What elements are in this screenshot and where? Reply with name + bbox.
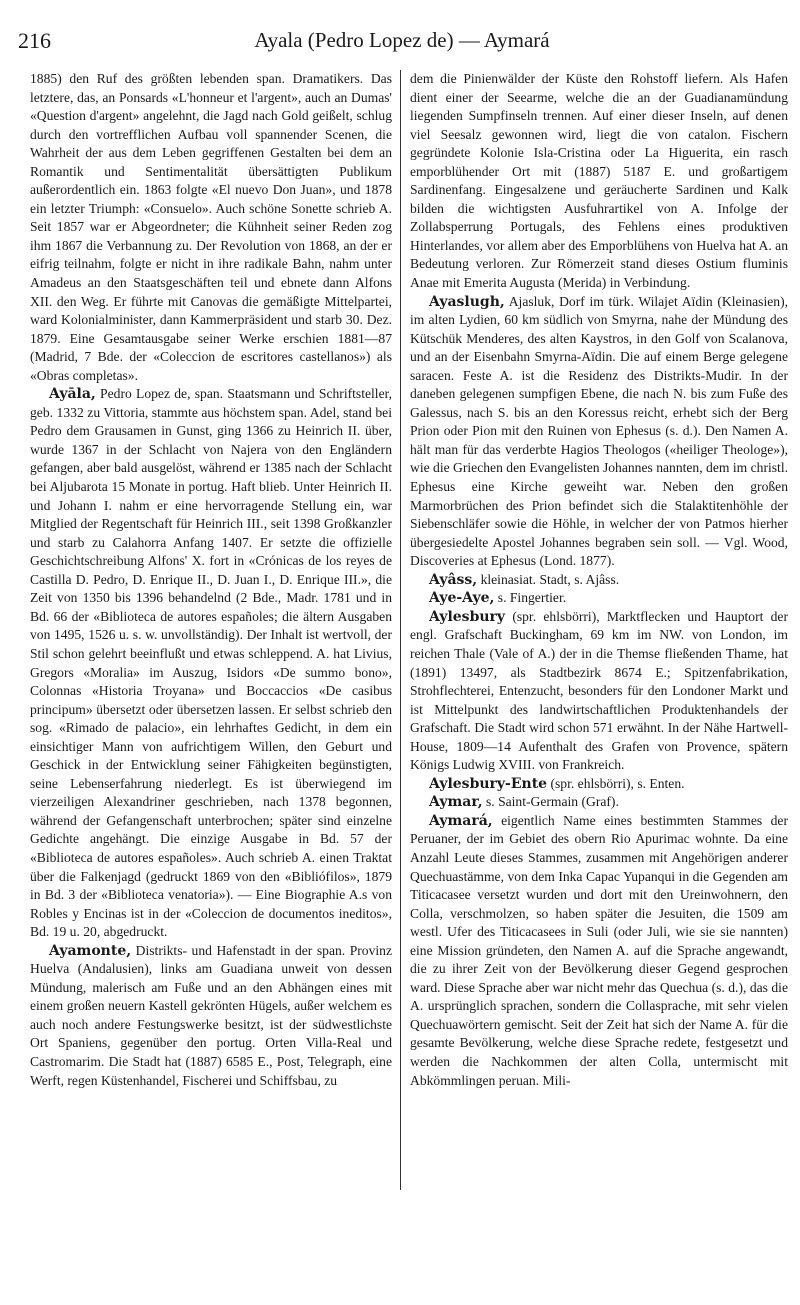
left-column [30,70,392,1090]
entry-headword: Ayaslugh, [429,293,505,310]
entry-continuation [30,70,392,385]
entry-text: Ajasluk, Dorf im türk. Wilajet Aïdin (Kleinasien), im alten Lydien, 60 km südlich von Smyrna, nahe der Mündung des Kütschük Menderes, des alten Kaystros, in den Golf von Scalanova, und an der Eisenbahn Smyrna-Aïdin. Die auf einem Berge gelegene saracen. Feste A. ist die Residenz des Distrikts-Mudir. In der daneben gelegenen sumpfigen Ebene, die nach N. bis zum Fuße des Galessus, nach S. bis an den Koressus reicht, erhebt sich der Berg Prion oder Pion mit den Ruinen von Ephesus (s. d.). Den Namen A. hält man für das verderbte Hagios Theologos («heiliger Theologe»), wie die Griechen den Evangelisten Johannes nannten, dem im christl. Ephesus eine Kirche geweiht war. Neben den großen Marmorbrüchen des Prion befindet sich die Stalaktitenhöhle der Siebenschläfer sowie die Höhle, in welcher der von Patmos hierher übergesiedelte Apostel Johannes begraben sein soll. — Vgl. Wood, Discoveries at Ephesus (Lond. 1877). [410,293,788,569]
entry-text: Distrikts- und Hafenstadt in der span. Provinz Huelva (Andalusien), links am Guadiana unweit von dessen Mündung, malerisch am Fuße und an den Abhängen eines mit einem großen neuern Kastell gekrönten Hügels, außer welchem es auch noch andere Festungswerke besitzt, ist der südwestlichste Ort Spaniens, gegenüber den portug. Orten Villa-Real und Castromarim. Die Stadt hat (1887) 6585 E., Post, Telegraph, eine Werft, regen Küstenhandel, Fischerei und Schiffsbau, zu [30,942,392,1088]
entry-text: s. Saint-Germain (Graf). [482,794,619,810]
entry-aye-aye [410,589,788,608]
right-column [410,70,788,1090]
entry-ayaslugh [410,293,788,571]
entry-ayamonte [30,942,392,1090]
entry-ayala-pedro [30,385,392,941]
entry-text: kleinasiat. Stadt, s. Ajâss. [477,571,620,587]
running-title: Ayala (Pedro Lopez de) — Aymará [254,28,550,52]
entry-headword: Aymar, [429,794,483,811]
entry-text: 1885) den Ruf des größten lebenden span. Dramatikers. Das letztere, das, an Ponsards «L'honneur et l'argent», auch an Dumas' «Question d'argent» angelehnt, die Jagd nach Gold geißelt, schlug durch den vortrefflichen Aufbau voll spannender Scenen, die Wahrheit der aus dem Leben gegriffenen Gestalten bei dem an Romantik und Sentimentalität übersättigten Publikum außerordentlich ein. 1863 folgte «El nuevo Don Juan», und 1878 ein letzter Triumph: «Consuelo». Auch schöne Sonette schrieb A. Seit 1857 war er Abgeordneter; die Kühnheit seiner Reden zog ihm 1867 die Verbannung zu. Der Revolution von 1868, an der er eifrig teilnahm, folgte er nicht in ihre radikale Bahn, nahm unter Amadeus an den Staatsgeschäften teil und ebnete dann Alfons XII. den Weg. Er führte mit Canovas die gemäßigte Mittelpartei, ward Kolonialminister, dann Kammerpräsident und starb 30. Dez. 1879. Eine Gesamtausgabe seiner Werke erschien 1881—87 (Madrid, 7 Bde. der «Coleccion de escritores castellanos») als «Obras completas». [30,71,392,383]
entry-text: eigentlich Name eines bestimmten Stammes der Peruaner, der im Gebiet des obern Rio Apurimac wohnte. Da eine Anzahl Leute dieses Stammes, zusammen mit Angehörigen anderer Quechuastämme, von dem Inka Capac Yupanqui in die Gegenden am Titicacasee versetzt wurden und dort mit den Ureinwohnern, den Colla, verschmolzen, so haben später die Jesuiten, die 1509 am westl. Ufer des Titicacasees in Suli (oder Juli, wie sie sie nannten) eine Mission gründeten, den Namen A. auf die Sprache angewandt, die zu ihrer Zeit von der Bevölkerung dieser Gegend gesprochen ward. Diese Sprache aber war nicht mehr das Quechua (s. d.), das die A. ursprünglich sprachen, sondern die Collasprache, mit sehr vielen Quechuawörtern gemischt. Seit der Zeit hat sich der Name A. für die gesamte Bevölkerung, welche diese Sprache redete, festgesetzt und werden die Nachkommen der alten Colla, untermischt mit Abkömmlingen peruan. Mili- [410,812,788,1088]
entry-headword: Aymará, [429,812,493,829]
entry-aylesbury [410,608,788,775]
entry-headword: Ayamonte, [49,942,132,959]
entry-headword: Ayâss, [429,571,478,588]
entry-text: dem die Pinienwälder der Küste den Rohstoff liefern. Als Hafen dient einer der Seearme, welche die an der Guadianamündung liegenden Sumpfinseln trennen. Auf einer dieser Inseln, auf denen viel Seesalz gewonnen wird, liegt die von catalon. Fischern gegründete Kolonie Isla-Cristina oder La Higuerita, ein rasch emporblühender Ort mit (1887) 5187 E. und großartigem Sardinenfang. Eingesalzene und geräucherte Sardinen und Kalk bilden die wichtigsten Ausfuhrartikel von A. Infolge der Zollabsperrung Portugals, des Fehlens eines produktiven Hinterlandes, vor allem aber des Emporblühens von Huelva hat A. an Bedeutung verloren. Zur Römerzeit stand dieses Ostium fluminis Anae mit Emerita Augusta (Merida) in Verbindung. [410,71,788,291]
entry-text: s. Fingertier. [494,590,567,606]
page-number: 216 [18,28,51,53]
entry-headword: Ayāla, [49,386,96,403]
entry-headword: Aylesbury [429,608,506,625]
page-header [16,28,788,58]
entry-headword: Aylesbury-Ente [429,775,548,792]
entry-aymara [410,812,788,1090]
entry-ayass [410,571,788,590]
column-divider [400,70,401,1190]
entry-text: (spr. ehlsbörri), s. Enten. [547,775,685,791]
entry-aymar [410,793,788,812]
entry-aylesbury-ente [410,775,788,794]
entry-text: (spr. ehlsbörri), Marktflecken und Hauptort der engl. Grafschaft Buckingham, 69 km im NW. von London, im reichen Thale (Vale of A.) der in die Themse fließenden Thame, hat (1891) 13497, als Stadtbezirk 8674 E.; Spitzenfabrikation, Strohflechterei, Entenzucht, besonders für den Londoner Markt und ist Mittelpunkt des landwirtschaftlichen Produktenhandels der Grafschaft. Die Stadt wird schon 571 erwähnt. In der Nähe Hartwell-House, 1809—14 Aufenthalt des Grafen von Provence, spätern Königs Ludwig XVIII. von Frankreich. [410,608,788,773]
entry-text: Pedro Lopez de, span. Staatsmann und Schriftsteller, geb. 1332 zu Vittoria, stammte aus höchstem span. Adel, stand bei Pedro dem Grausamen in Gunst, ging 1366 zu Heinrich II. über, wurde 1367 in der Schlacht von Najera von den Engländern gefangen, aber bald ausgelöst, während er 1385 nach der Schlacht bei Aljubarota 15 Monate in portug. Haft blieb. Unter Heinrich II. und Johann I. nahm er eine hervorragende Stellung ein, war Mitglied der Regentschaft für Heinrich III., seit 1398 Großkanzler und starb zu Calahorra Anfang 1407. Er setzte die offizielle Geschichtschreibung Alfons' X. fort in «Crónicas de los reyes de Castilla D. Pedro, D. Enrique II., D. Juan I., D. Enrique III.», die Zeit von 1350 bis 1396 behandelnd (2 Bde., Madr. 1781 und in Bd. 66 der «Biblioteca de autores españoles; die ältern Ausgaben von 1495, 1526 u. s. w. unvollständig). Der Inhalt ist wertvoll, der Stil schon gelehrt beeinflußt und etwas schleppend. A. hat Livius, Gregors «Moralia» im Auszug, Isidors «De summo bono», Colonnas «Historia Troyana» und Boccaccios «De casibus principum» übersetzt oder übersetzen lassen. Er selbst schrieb den sog. «Rimado de palacio», ein lehrhaftes Gedicht, in dem ein einsichtiger Mann von aufrichtigem Willen, den Geburt und Geschick in der Entwicklung seiner Fähigkeiten begünstigten, seine Lebenserfahrung niederlegt. Es ist überwiegend im vierzeiligen Alexandriner geschrieben, nach 1378 begonnen, während der Gefangenschaft unterbrochen; später sind einzelne Gedichte angehängt. Die einzige Ausgabe in Bd. 57 der «Biblioteca de autores españoles». Auch schrieb A. einen Traktat über die Falkenjagd (gedruckt 1869 von den «Bibliófilos», 1879 in Bd. 3 der «Biblioteca venatoria»). — Eine Biographie A.s von Robles y Encinas ist in der «Coleccion de documentos ineditos», Bd. 19 u. 20, abgedruckt. [30,386,392,940]
entry-headword: Aye-Aye, [429,590,495,607]
entry-continuation [410,70,788,293]
